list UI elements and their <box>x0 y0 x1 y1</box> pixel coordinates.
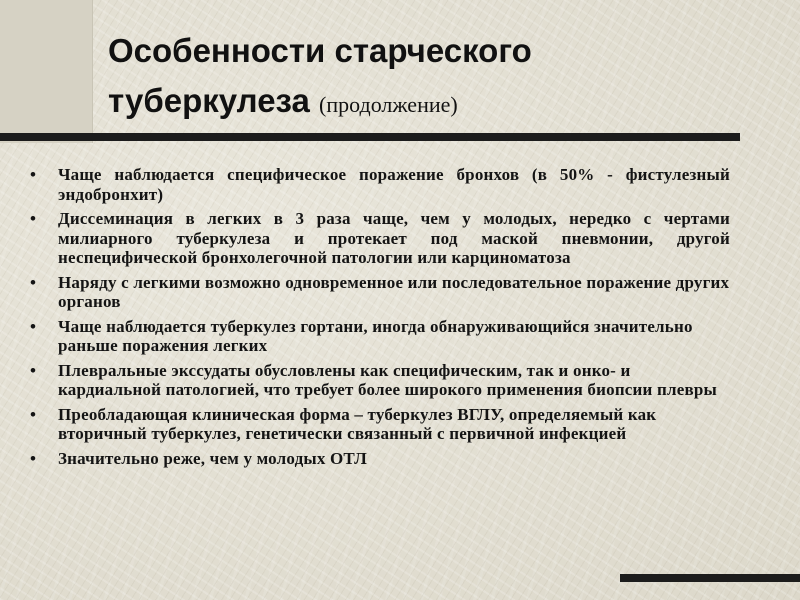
bottom-divider <box>620 574 800 582</box>
bullet-text: Чаще наблюдается туберкулез гортани, иногда обнаруживающийся значительно раньше поражения легких <box>58 316 693 355</box>
title-line-1: Особенности старческого <box>108 32 532 69</box>
bullet-text: Диссеминация в легких в 3 раза чаще, чем у молодых, нередко с чертами милиарного туберкулеза и протекает под маской пневмонии, другой неспецифической бронхолегочной патологии или карциноматоза <box>58 209 730 267</box>
bullet-item <box>30 273 730 312</box>
bullet-dot-icon: • <box>30 316 37 336</box>
title-side-panel <box>0 0 93 143</box>
bullet-list <box>30 165 730 473</box>
bullet-item <box>30 405 730 444</box>
slide-title <box>108 26 748 130</box>
title-line-2: туберкулеза <box>108 82 310 119</box>
bullet-item <box>30 165 730 204</box>
bullet-item <box>30 209 730 268</box>
bullet-dot-icon: • <box>30 209 37 228</box>
bullet-item <box>30 449 730 469</box>
title-subtitle: (продолжение) <box>319 92 458 117</box>
title-divider <box>0 133 740 141</box>
bullet-dot-icon: • <box>30 404 37 424</box>
bullet-dot-icon: • <box>30 165 37 184</box>
bullet-dot-icon: • <box>30 448 37 468</box>
bullet-dot-icon: • <box>30 360 37 380</box>
bullet-item <box>30 361 730 400</box>
bullet-text: Преобладающая клиническая форма – туберкулез ВГЛУ, определяемый как вторичный туберкулез, генетически связанный с первичной инфекцией <box>58 404 657 443</box>
bullet-text: Наряду с легкими возможно одновременное или последовательное поражение других органов <box>58 272 730 311</box>
bullet-dot-icon: • <box>30 272 37 292</box>
bullet-text: Плевральные экссудаты обусловлены как специфическим, так и онко- и кардиальной патологией, что требует более широкого применения биопсии плевры <box>58 360 717 399</box>
bullet-text: Чаще наблюдается специфическое поражение бронхов (в 50% - фистулезный эндобронхит) <box>58 165 730 204</box>
bullet-item <box>30 317 730 356</box>
bullet-text: Значительно реже, чем у молодых ОТЛ <box>58 448 367 468</box>
